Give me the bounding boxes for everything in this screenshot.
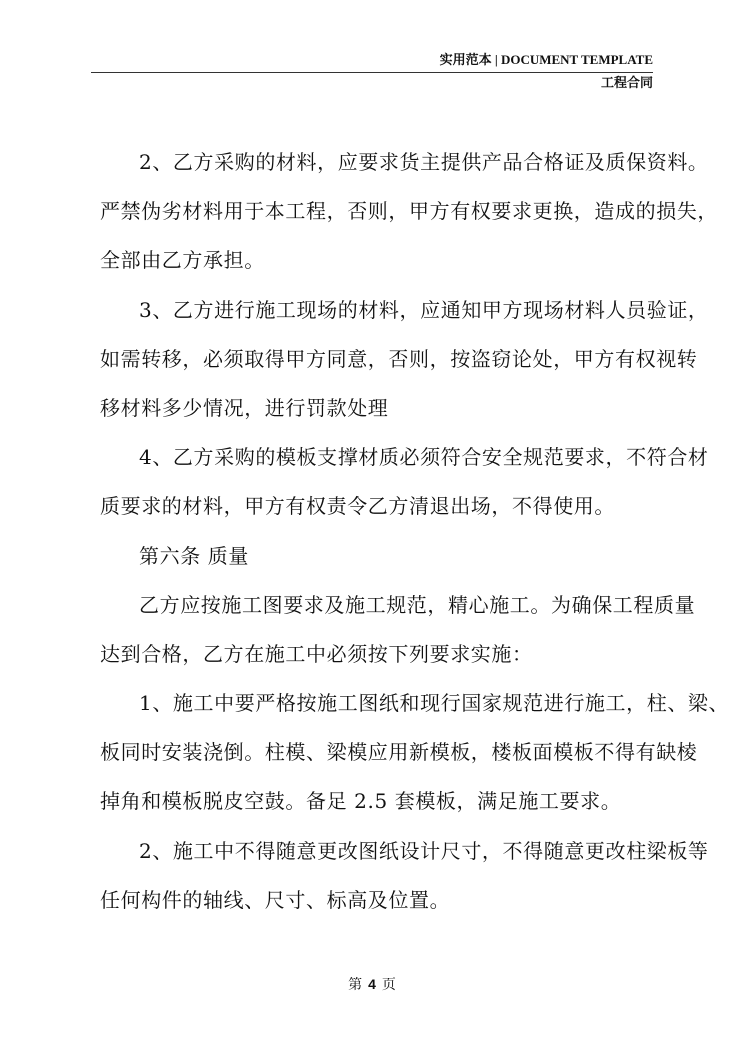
- paragraph-line: 4、乙方采购的模板支撑材质必须符合安全规范要求，不符合材: [139, 445, 709, 470]
- paragraph-line: 严禁伪劣材料用于本工程，否则，甲方有权要求更换，造成的损失，: [100, 199, 718, 224]
- page-number-value: 4: [368, 976, 376, 992]
- paragraph-line: 达到合格，乙方在施工中必须按下列要求实施：: [100, 641, 533, 666]
- paragraph-line: 移材料多少情况，进行罚款处理: [100, 395, 389, 420]
- paragraph-line: 1、施工中要严格按施工图纸和现行国家规范进行施工，柱、梁、: [139, 691, 730, 716]
- page-number: [0, 975, 744, 994]
- paragraph-line: 2、乙方采购的材料，应要求货主提供产品合格证及质保资料。: [139, 150, 709, 174]
- paragraph-line: 乙方应按施工图要求及施工规范，精心施工。为确保工程质量: [139, 592, 696, 617]
- header-document-label: 实用范本 | DOCUMENT TEMPLATE: [439, 52, 653, 67]
- document-body: [100, 138, 730, 925]
- paragraph-line: 掉角和模板脱皮空鼓。备足 2.5 套模板，满足施工要求。: [100, 789, 622, 814]
- header-divider: [91, 72, 653, 73]
- paragraph-line: 3、乙方进行施工现场的材料，应通知甲方现场材料人员验证，: [139, 297, 709, 322]
- section-heading: 第六条 质量: [139, 543, 249, 568]
- paragraph-line: 全部由乙方承担。: [100, 248, 265, 273]
- page-number-prefix: 第: [348, 977, 363, 993]
- paragraph-line: 质要求的材料，甲方有权责令乙方清退出场，不得使用。: [100, 494, 615, 519]
- paragraph-line: 板同时安装浇倒。柱模、梁模应用新模板，楼板面模板不得有缺棱: [100, 740, 698, 765]
- paragraph-line: 2、施工中不得随意更改图纸设计尺寸，不得随意更改柱梁板等: [139, 838, 709, 863]
- header-category-label: 工程合同: [600, 75, 653, 90]
- page-number-suffix: 页: [381, 977, 396, 993]
- paragraph-line: 如需转移，必须取得甲方同意，否则，按盗窃论处，甲方有权视转: [100, 346, 698, 371]
- paragraph-line: 任何构件的轴线、尺寸、标高及位置。: [100, 887, 451, 912]
